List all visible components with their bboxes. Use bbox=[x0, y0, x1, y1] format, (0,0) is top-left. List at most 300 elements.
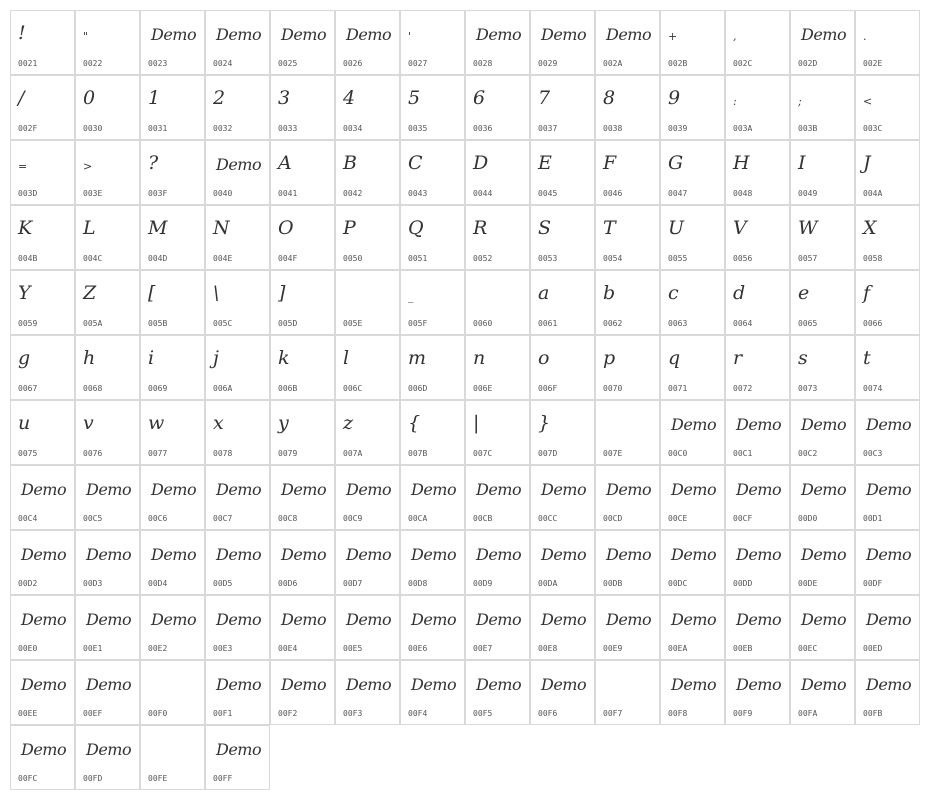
glyph-code-label: 0048 bbox=[733, 189, 753, 198]
glyph-cell bbox=[465, 140, 530, 205]
glyph-cell bbox=[140, 660, 205, 725]
glyph-code-label: 00F7 bbox=[603, 709, 623, 718]
glyph-code-label: 006F bbox=[538, 384, 558, 393]
glyph-cell bbox=[140, 465, 205, 530]
glyph-code-label: 00C6 bbox=[148, 514, 168, 523]
glyph-code-label: 00C4 bbox=[18, 514, 38, 523]
glyph-sample: Demo bbox=[346, 545, 392, 564]
glyph-sample: Demo bbox=[411, 610, 457, 629]
glyph-sample: Demo bbox=[801, 610, 847, 629]
glyph-code-label: 0073 bbox=[798, 384, 818, 393]
glyph-code-label: 00F9 bbox=[733, 709, 753, 718]
glyph-cell bbox=[140, 140, 205, 205]
glyph-sample: \ bbox=[213, 282, 220, 304]
glyph-code-label: 006D bbox=[408, 384, 428, 393]
glyph-code-label: 005B bbox=[148, 319, 168, 328]
glyph-cell bbox=[595, 270, 660, 335]
glyph-sample: r bbox=[733, 347, 743, 369]
glyph-cell bbox=[530, 595, 595, 660]
glyph-cell bbox=[335, 595, 400, 660]
glyph-code-label: 006A bbox=[213, 384, 233, 393]
glyph-sample: k bbox=[278, 347, 290, 369]
glyph-code-label: 00EB bbox=[733, 644, 753, 653]
glyph-cell bbox=[660, 335, 725, 400]
glyph-sample: q bbox=[668, 347, 681, 369]
glyph-sample: ' bbox=[408, 30, 412, 43]
glyph-code-label: 0045 bbox=[538, 189, 558, 198]
glyph-sample: L bbox=[83, 217, 96, 239]
glyph-sample: Demo bbox=[86, 675, 132, 694]
glyph-sample: g bbox=[18, 347, 31, 369]
glyph-code-label: 0057 bbox=[798, 254, 818, 263]
glyph-cell bbox=[530, 270, 595, 335]
glyph-sample: Demo bbox=[281, 480, 327, 499]
glyph-cell bbox=[205, 270, 270, 335]
glyph-code-label: 00E8 bbox=[538, 644, 558, 653]
glyph-cell bbox=[205, 595, 270, 660]
glyph-cell bbox=[530, 205, 595, 270]
glyph-code-label: 0067 bbox=[18, 384, 38, 393]
glyph-cell bbox=[855, 595, 920, 660]
glyph-sample: + bbox=[668, 30, 678, 43]
glyph-cell bbox=[855, 465, 920, 530]
glyph-cell bbox=[595, 660, 660, 725]
glyph-code-label: 00D6 bbox=[278, 579, 298, 588]
glyph-sample: G bbox=[668, 152, 684, 174]
glyph-code-label: 0061 bbox=[538, 319, 558, 328]
glyph-cell bbox=[855, 10, 920, 75]
glyph-code-label: 00E3 bbox=[213, 644, 233, 653]
glyph-cell bbox=[335, 270, 400, 335]
glyph-sample: Demo bbox=[21, 545, 67, 564]
glyph-sample: _ bbox=[408, 290, 414, 303]
glyph-sample: Demo bbox=[671, 480, 717, 499]
glyph-cell bbox=[595, 75, 660, 140]
glyph-code-label: 00D4 bbox=[148, 579, 168, 588]
glyph-sample: Demo bbox=[866, 675, 912, 694]
glyph-cell bbox=[10, 270, 75, 335]
glyph-sample: j bbox=[213, 347, 219, 369]
glyph-cell bbox=[10, 205, 75, 270]
glyph-cell bbox=[725, 660, 790, 725]
glyph-cell bbox=[660, 530, 725, 595]
glyph-code-label: 005F bbox=[408, 319, 428, 328]
glyph-sample: Demo bbox=[606, 545, 652, 564]
glyph-code-label: 00CE bbox=[668, 514, 688, 523]
glyph-sample: Demo bbox=[281, 545, 327, 564]
glyph-code-label: 0053 bbox=[538, 254, 558, 263]
glyph-code-label: 00EC bbox=[798, 644, 818, 653]
glyph-sample: 1 bbox=[148, 87, 161, 109]
glyph-code-label: 00E7 bbox=[473, 644, 493, 653]
glyph-sample: Demo bbox=[606, 480, 652, 499]
glyph-sample: Demo bbox=[541, 25, 587, 44]
glyph-sample: Demo bbox=[476, 545, 522, 564]
glyph-cell bbox=[10, 660, 75, 725]
glyph-sample: Demo bbox=[21, 740, 67, 759]
glyph-code-label: 00DC bbox=[668, 579, 688, 588]
glyph-sample: Demo bbox=[606, 25, 652, 44]
glyph-cell bbox=[75, 205, 140, 270]
glyph-cell bbox=[595, 10, 660, 75]
glyph-cell bbox=[400, 595, 465, 660]
glyph-code-label: 00D9 bbox=[473, 579, 493, 588]
glyph-code-label: 0040 bbox=[213, 189, 233, 198]
glyph-sample: W bbox=[798, 217, 818, 239]
glyph-sample: 4 bbox=[343, 87, 356, 109]
glyph-cell bbox=[270, 10, 335, 75]
glyph-sample: I bbox=[798, 152, 806, 174]
glyph-code-label: 0058 bbox=[863, 254, 883, 263]
glyph-sample: Demo bbox=[216, 25, 262, 44]
glyph-sample: Demo bbox=[801, 675, 847, 694]
glyph-code-label: 00E9 bbox=[603, 644, 623, 653]
glyph-sample: : bbox=[733, 95, 737, 108]
glyph-cell bbox=[75, 75, 140, 140]
glyph-code-label: 00D2 bbox=[18, 579, 38, 588]
glyph-sample: Z bbox=[83, 282, 97, 304]
glyph-code-label: 002E bbox=[863, 59, 883, 68]
glyph-code-label: 004F bbox=[278, 254, 298, 263]
glyph-sample: Demo bbox=[736, 610, 782, 629]
glyph-sample: Y bbox=[18, 282, 31, 304]
glyph-sample: , bbox=[733, 30, 737, 43]
glyph-sample: > bbox=[83, 160, 93, 173]
glyph-sample: m bbox=[408, 347, 427, 369]
glyph-cell bbox=[400, 530, 465, 595]
glyph-sample: v bbox=[83, 412, 94, 434]
glyph-code-label: 0022 bbox=[83, 59, 103, 68]
glyph-cell bbox=[270, 205, 335, 270]
glyph-sample: Demo bbox=[21, 480, 67, 499]
glyph-sample: Demo bbox=[216, 545, 262, 564]
glyph-cell bbox=[855, 335, 920, 400]
glyph-code-label: 0065 bbox=[798, 319, 818, 328]
glyph-sample: . bbox=[863, 30, 867, 43]
glyph-sample: < bbox=[863, 95, 873, 108]
glyph-sample: D bbox=[473, 152, 489, 174]
glyph-code-label: 00F8 bbox=[668, 709, 688, 718]
glyph-code-label: 0079 bbox=[278, 449, 298, 458]
glyph-sample: { bbox=[408, 412, 421, 434]
glyph-sample: Demo bbox=[671, 610, 717, 629]
glyph-cell bbox=[790, 75, 855, 140]
glyph-code-label: 0039 bbox=[668, 124, 688, 133]
glyph-code-label: 0049 bbox=[798, 189, 818, 198]
glyph-cell bbox=[75, 530, 140, 595]
glyph-code-label: 007A bbox=[343, 449, 363, 458]
glyph-code-label: 002C bbox=[733, 59, 753, 68]
glyph-sample: A bbox=[278, 152, 292, 174]
glyph-cell bbox=[205, 140, 270, 205]
glyph-sample: U bbox=[668, 217, 685, 239]
glyph-cell bbox=[465, 400, 530, 465]
glyph-code-label: 0042 bbox=[343, 189, 363, 198]
glyph-sample: / bbox=[18, 87, 25, 109]
glyph-code-label: 0055 bbox=[668, 254, 688, 263]
glyph-cell bbox=[270, 595, 335, 660]
glyph-sample: Demo bbox=[151, 480, 197, 499]
glyph-code-label: 0077 bbox=[148, 449, 168, 458]
glyph-code-label: 00EA bbox=[668, 644, 688, 653]
glyph-code-label: 004D bbox=[148, 254, 168, 263]
glyph-code-label: 00CB bbox=[473, 514, 493, 523]
glyph-code-label: 00FE bbox=[148, 774, 168, 783]
glyph-code-label: 00CA bbox=[408, 514, 428, 523]
glyph-cell bbox=[140, 595, 205, 660]
glyph-sample: Demo bbox=[801, 415, 847, 434]
glyph-cell bbox=[725, 140, 790, 205]
glyph-cell bbox=[75, 725, 140, 790]
glyph-code-label: 00E1 bbox=[83, 644, 103, 653]
glyph-sample: p bbox=[603, 347, 616, 369]
glyph-code-label: 0051 bbox=[408, 254, 428, 263]
glyph-sample: c bbox=[668, 282, 679, 304]
glyph-cell bbox=[530, 400, 595, 465]
glyph-code-label: 00EF bbox=[83, 709, 103, 718]
glyph-sample: Demo bbox=[411, 545, 457, 564]
glyph-sample: | bbox=[473, 412, 480, 434]
glyph-code-label: 00D0 bbox=[798, 514, 818, 523]
glyph-sample: Demo bbox=[866, 610, 912, 629]
glyph-code-label: 00CD bbox=[603, 514, 623, 523]
glyph-sample: Demo bbox=[151, 610, 197, 629]
glyph-code-label: 003F bbox=[148, 189, 168, 198]
glyph-sample: Demo bbox=[866, 545, 912, 564]
glyph-code-label: 0076 bbox=[83, 449, 103, 458]
glyph-code-label: 0069 bbox=[148, 384, 168, 393]
glyph-code-label: 005E bbox=[343, 319, 363, 328]
glyph-sample: Demo bbox=[86, 480, 132, 499]
glyph-cell bbox=[465, 10, 530, 75]
glyph-cell bbox=[10, 400, 75, 465]
glyph-cell bbox=[790, 10, 855, 75]
glyph-sample: ; bbox=[798, 95, 802, 108]
glyph-sample: Demo bbox=[216, 155, 262, 174]
glyph-sample: Demo bbox=[346, 610, 392, 629]
glyph-cell bbox=[270, 530, 335, 595]
glyph-sample: b bbox=[603, 282, 616, 304]
glyph-sample: 0 bbox=[83, 87, 96, 109]
glyph-sample: Demo bbox=[671, 675, 717, 694]
glyph-cell bbox=[660, 595, 725, 660]
glyph-sample: Demo bbox=[606, 610, 652, 629]
glyph-cell bbox=[140, 335, 205, 400]
glyph-code-label: 0068 bbox=[83, 384, 103, 393]
glyph-sample: 5 bbox=[408, 87, 421, 109]
glyph-cell bbox=[270, 140, 335, 205]
glyph-code-label: 00F3 bbox=[343, 709, 363, 718]
glyph-sample: Demo bbox=[671, 545, 717, 564]
glyph-code-label: 003C bbox=[863, 124, 883, 133]
glyph-code-label: 00E2 bbox=[148, 644, 168, 653]
glyph-sample: H bbox=[733, 152, 750, 174]
glyph-cell bbox=[205, 725, 270, 790]
glyph-code-label: 005C bbox=[213, 319, 233, 328]
glyph-code-label: 007B bbox=[408, 449, 428, 458]
glyph-sample: R bbox=[473, 217, 488, 239]
glyph-sample: T bbox=[603, 217, 616, 239]
glyph-cell bbox=[400, 140, 465, 205]
glyph-code-label: 0032 bbox=[213, 124, 233, 133]
glyph-sample: Demo bbox=[216, 610, 262, 629]
glyph-sample: Demo bbox=[346, 480, 392, 499]
glyph-sample: } bbox=[538, 412, 551, 434]
glyph-sample: 9 bbox=[668, 87, 681, 109]
glyph-code-label: 00CC bbox=[538, 514, 558, 523]
glyph-code-label: 00DF bbox=[863, 579, 883, 588]
glyph-code-label: 004A bbox=[863, 189, 883, 198]
glyph-sample: Demo bbox=[411, 480, 457, 499]
glyph-cell bbox=[660, 10, 725, 75]
glyph-cell bbox=[400, 205, 465, 270]
glyph-sample: n bbox=[473, 347, 486, 369]
glyph-sample: h bbox=[83, 347, 96, 369]
glyph-sample: " bbox=[83, 30, 89, 43]
glyph-code-label: 0075 bbox=[18, 449, 38, 458]
glyph-code-label: 0029 bbox=[538, 59, 558, 68]
glyph-cell bbox=[465, 530, 530, 595]
glyph-cell bbox=[205, 530, 270, 595]
glyph-cell bbox=[855, 140, 920, 205]
glyph-code-label: 00EE bbox=[18, 709, 38, 718]
glyph-sample: Demo bbox=[346, 25, 392, 44]
glyph-cell bbox=[335, 530, 400, 595]
glyph-code-label: 006C bbox=[343, 384, 363, 393]
glyph-cell bbox=[75, 595, 140, 660]
glyph-code-label: 003D bbox=[18, 189, 38, 198]
glyph-code-label: 00E5 bbox=[343, 644, 363, 653]
glyph-cell bbox=[140, 75, 205, 140]
glyph-code-label: 0059 bbox=[18, 319, 38, 328]
glyph-sample: i bbox=[148, 347, 155, 369]
glyph-cell bbox=[530, 660, 595, 725]
glyph-cell bbox=[855, 400, 920, 465]
glyph-sample: [ bbox=[148, 282, 156, 304]
glyph-code-label: 00DB bbox=[603, 579, 623, 588]
glyph-sample: s bbox=[798, 347, 808, 369]
glyph-cell bbox=[790, 465, 855, 530]
glyph-code-label: 0046 bbox=[603, 189, 623, 198]
glyph-cell bbox=[400, 660, 465, 725]
glyph-sample: Demo bbox=[736, 675, 782, 694]
glyph-code-label: 00FC bbox=[18, 774, 38, 783]
glyph-cell bbox=[660, 205, 725, 270]
glyph-cell bbox=[465, 595, 530, 660]
glyph-sample: J bbox=[863, 152, 871, 174]
glyph-sample: Demo bbox=[866, 480, 912, 499]
glyph-cell bbox=[855, 270, 920, 335]
glyph-sample: a bbox=[538, 282, 550, 304]
glyph-sample: Demo bbox=[541, 480, 587, 499]
glyph-cell bbox=[790, 660, 855, 725]
glyph-code-label: 0035 bbox=[408, 124, 428, 133]
glyph-sample: B bbox=[343, 152, 357, 174]
glyph-cell bbox=[465, 270, 530, 335]
glyph-sample: 2 bbox=[213, 87, 226, 109]
glyph-sample: Demo bbox=[476, 480, 522, 499]
glyph-sample: N bbox=[213, 217, 230, 239]
glyph-cell bbox=[660, 140, 725, 205]
glyph-cell bbox=[660, 465, 725, 530]
glyph-cell bbox=[530, 10, 595, 75]
glyph-cell bbox=[75, 10, 140, 75]
glyph-code-label: 0047 bbox=[668, 189, 688, 198]
glyph-sample: Demo bbox=[151, 545, 197, 564]
glyph-code-label: 003A bbox=[733, 124, 753, 133]
glyph-sample: Demo bbox=[801, 25, 847, 44]
glyph-code-label: 0064 bbox=[733, 319, 753, 328]
glyph-code-label: 0052 bbox=[473, 254, 493, 263]
glyph-sample: O bbox=[278, 217, 294, 239]
glyph-cell bbox=[465, 75, 530, 140]
glyph-code-label: 004B bbox=[18, 254, 38, 263]
glyph-sample: Demo bbox=[86, 740, 132, 759]
glyph-sample: S bbox=[538, 217, 552, 239]
glyph-code-label: 0043 bbox=[408, 189, 428, 198]
glyph-code-label: 0036 bbox=[473, 124, 493, 133]
glyph-sample: Demo bbox=[541, 610, 587, 629]
glyph-cell bbox=[335, 10, 400, 75]
glyph-sample: e bbox=[798, 282, 810, 304]
glyph-cell bbox=[140, 400, 205, 465]
glyph-cell bbox=[595, 530, 660, 595]
glyph-cell bbox=[270, 335, 335, 400]
glyph-code-label: 00ED bbox=[863, 644, 883, 653]
glyph-cell bbox=[660, 660, 725, 725]
glyph-cell bbox=[205, 75, 270, 140]
glyph-cell bbox=[335, 140, 400, 205]
glyph-code-label: 00F2 bbox=[278, 709, 298, 718]
glyph-cell bbox=[725, 335, 790, 400]
glyph-cell bbox=[595, 465, 660, 530]
glyph-code-label: 00D5 bbox=[213, 579, 233, 588]
glyph-code-label: 00E6 bbox=[408, 644, 428, 653]
glyph-sample: Demo bbox=[801, 545, 847, 564]
glyph-code-label: 0074 bbox=[863, 384, 883, 393]
glyph-sample: E bbox=[538, 152, 552, 174]
glyph-cell bbox=[140, 10, 205, 75]
glyph-code-label: 00FF bbox=[213, 774, 233, 783]
glyph-code-label: 006B bbox=[278, 384, 298, 393]
glyph-sample: Demo bbox=[86, 545, 132, 564]
glyph-cell bbox=[10, 595, 75, 660]
glyph-cell bbox=[725, 205, 790, 270]
glyph-code-label: 00D3 bbox=[83, 579, 103, 588]
glyph-code-label: 0033 bbox=[278, 124, 298, 133]
glyph-cell bbox=[465, 465, 530, 530]
glyph-sample: Demo bbox=[281, 675, 327, 694]
glyph-code-label: 00D1 bbox=[863, 514, 883, 523]
glyph-code-label: 0024 bbox=[213, 59, 233, 68]
glyph-sample: C bbox=[408, 152, 423, 174]
glyph-cell bbox=[790, 530, 855, 595]
glyph-sample: 3 bbox=[278, 87, 291, 109]
glyph-cell bbox=[660, 400, 725, 465]
glyph-code-label: 0023 bbox=[148, 59, 168, 68]
glyph-sample: z bbox=[343, 412, 354, 434]
glyph-sample: Demo bbox=[281, 25, 327, 44]
glyph-code-label: 00E4 bbox=[278, 644, 298, 653]
glyph-code-label: 0056 bbox=[733, 254, 753, 263]
glyph-sample: Demo bbox=[541, 675, 587, 694]
glyph-cell bbox=[595, 335, 660, 400]
glyph-sample: ! bbox=[18, 22, 26, 44]
glyph-cell bbox=[660, 75, 725, 140]
glyph-cell bbox=[205, 335, 270, 400]
glyph-code-label: 007E bbox=[603, 449, 623, 458]
glyph-code-label: 005D bbox=[278, 319, 298, 328]
